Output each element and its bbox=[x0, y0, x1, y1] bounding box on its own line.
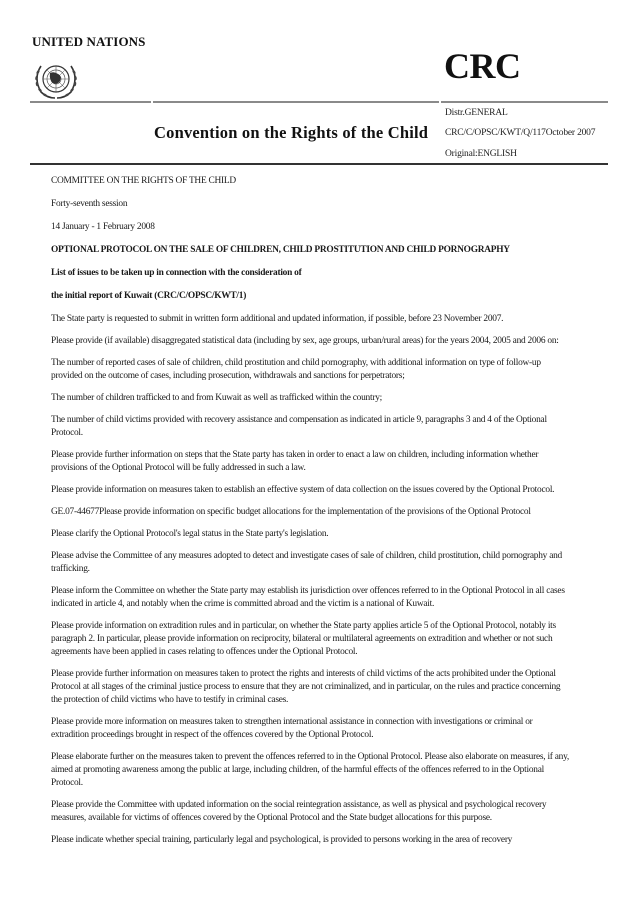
list-heading-line-1: List of issues to be taken up in connection with the consideration of bbox=[51, 268, 302, 278]
header-rule-right bbox=[441, 101, 608, 103]
paragraph: Please indicate whether special training, particularly legal and psychological, is provided to persons working in the area of recovery bbox=[51, 835, 513, 845]
paragraph: The number of children trafficked to and from Kuwait as well as trafficked within the country; bbox=[51, 393, 382, 403]
paragraph: The number of reported cases of sale of children, child prostitution and child pornography, with additional information on type of follow-up provided on the outcome of cases, including prosecution, withdrawals and sanctions for perpetrators; bbox=[51, 358, 541, 381]
committee-name: COMMITTEE ON THE RIGHTS OF THE CHILD bbox=[51, 176, 236, 186]
session-dates: 14 January - 1 February 2008 bbox=[51, 222, 155, 232]
paragraph: The State party is requested to submit in written form additional and updated information, if possible, before 23 November 2007. bbox=[51, 314, 504, 324]
original-language: Original:ENGLISH bbox=[445, 149, 517, 159]
paragraph: Please clarify the Optional Protocol's legal status in the State party's legislation. bbox=[51, 529, 329, 539]
header-rule-left bbox=[30, 101, 151, 103]
paragraph: The number of child victims provided with recovery assistance and compensation as indicated in article 9, paragraphs 3 and 4 of the Optional Protocol. bbox=[51, 415, 547, 438]
organization-name: UNITED NATIONS bbox=[32, 34, 146, 49]
paragraph: Please provide information on extradition rules and in particular, on whether the State party applies article 5 of the Optional Protocol, notably its paragraph 2. In particular, please provide information on reciprocity, bilateral or multilateral agreements on extradition and whether or not such agreements have been applied in cases relating to offences under the Optional Protocol. bbox=[51, 621, 556, 657]
paragraph: Please provide information on measures taken to establish an effective system of data collection on the issues covered by the Optional Protocol. bbox=[51, 485, 555, 495]
session-name: Forty-seventh session bbox=[51, 199, 128, 209]
convention-title: Convention on the Rights of the Child bbox=[154, 123, 429, 142]
paragraph: Please provide further information on measures taken to protect the rights and interests of child victims of the acts prohibited under the Optional Protocol at all stages of the criminal justice process to ensure that they are not criminalized, and in particular, on the rules and practice concerning the protection of child victims who have to testify in criminal cases. bbox=[51, 669, 561, 705]
paragraph: Please provide further information on steps that the State party has taken in order to enact a law on children, including information whether provisions of the Optional Protocol will be fully addressed in such a law. bbox=[51, 450, 539, 473]
paragraph: Please provide more information on measures taken to strengthen international assistance in connection with investigations or criminal or extradition proceedings brought in respect of the offences covered by the Optional Protocol. bbox=[51, 717, 533, 740]
protocol-heading: OPTIONAL PROTOCOL ON THE SALE OF CHILDREN, CHILD PROSTITUTION AND CHILD PORNOGRAPHY bbox=[51, 245, 510, 255]
header-rule-middle bbox=[153, 101, 439, 103]
paragraph: Please inform the Committee on whether the State party may establish its jurisdiction over offences referred to in the Optional Protocol in all cases indicated in article 4, and notably when the crime is committed abroad and the victim is a national of Kuwait. bbox=[51, 586, 565, 609]
header-bottom-rule bbox=[30, 163, 608, 165]
distribution-label: Distr.GENERAL bbox=[445, 108, 508, 118]
document-symbol-date: CRC/C/OPSC/KWT/Q/117October 2007 bbox=[445, 128, 596, 138]
paragraph: Please elaborate further on the measures taken to prevent the offences referred to in the Optional Protocol. Please also elaborate on measures, if any, aimed at promoting awareness among the public at large, including children, of the harmful effects of the offences referred to in the Optional Protocol. bbox=[51, 752, 570, 788]
paragraph: GE.07-44677Please provide information on specific budget allocations for the implementation of the provisions of the Optional Protocol bbox=[51, 507, 531, 517]
paragraph: Please provide the Committee with updated information on the social reintegration assistance, as well as physical and psychological recovery measures, available for victims of offences covered by the Optional Protocol and the State budget allocations for this purpose. bbox=[51, 800, 547, 823]
paragraph: Please advise the Committee of any measures adopted to detect and investigate cases of sale of children, child prostitution, child pornography and trafficking. bbox=[51, 551, 562, 574]
list-heading-line-2: the initial report of Kuwait (CRC/C/OPSC/KWT/1) bbox=[51, 291, 247, 301]
document-body bbox=[51, 175, 571, 856]
paragraph: Please provide (if available) disaggregated statistical data (including by sex, age groups, urban/rural areas) for the years 2004, 2005 and 2006 on: bbox=[51, 336, 559, 346]
un-emblem-icon bbox=[31, 58, 81, 100]
document-series-code: CRC bbox=[444, 46, 521, 86]
